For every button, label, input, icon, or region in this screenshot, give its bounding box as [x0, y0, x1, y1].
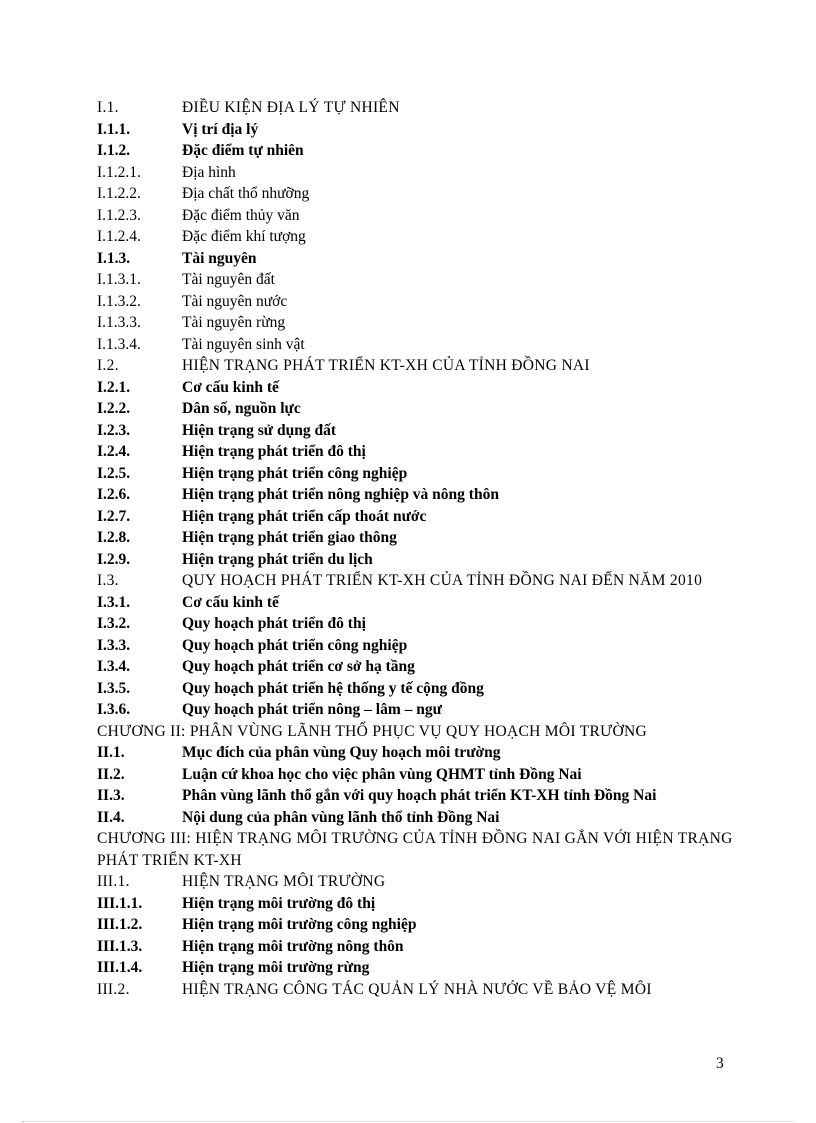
toc-entry-title: Quy hoạch phát triển hệ thống y tế cộng đồng [182, 679, 484, 697]
toc-entry [97, 678, 737, 700]
toc-entry-title: HIỆN TRẠNG PHÁT TRIỂN KT-XH CỦA TỈNH ĐỒNG NAI [182, 357, 590, 374]
toc-entry-title: HIỆN TRẠNG MÔI TRƯỜNG [182, 873, 386, 890]
toc-entry [97, 570, 737, 592]
toc-entry-number: I.1.3.4. [97, 335, 141, 353]
toc-entry-title: Hiện trạng phát triển du lịch [182, 550, 373, 568]
toc-entry-title: CHƯƠNG II: PHÂN VÙNG LÃNH THỔ PHỤC VỤ QUY HOẠCH MÔI TRƯỜNG [97, 722, 647, 740]
toc-entry-number: III.1.3. [97, 937, 143, 955]
toc-entry-title: Địa chất thổ nhưỡng [182, 185, 310, 202]
toc-entry-number: I.1.3. [97, 249, 131, 267]
toc-entry-number: I.2. [97, 357, 119, 374]
toc-entry-number: I.3.3. [97, 636, 131, 654]
toc-entry-title: Nội dung của phân vùng lãnh thổ tỉnh Đồng Nai [182, 808, 500, 826]
toc-entry [97, 398, 737, 420]
toc-entry-number: III.1.4. [97, 959, 143, 976]
toc-entry [97, 656, 737, 678]
toc-entry-number: I.2.9. [97, 550, 131, 568]
toc-entry [97, 742, 737, 764]
toc-entry [97, 828, 737, 871]
toc-entry-number: III.1.2. [97, 916, 143, 933]
toc-entry [97, 183, 737, 205]
toc-entry [97, 871, 737, 893]
toc-entry-number: I.1.2.3. [97, 206, 141, 224]
toc-entry-title: Dân số, nguồn lực [182, 400, 301, 417]
toc-entry-number: II.2. [97, 765, 125, 783]
toc-entry [97, 506, 737, 528]
toc-entry-title: Tài nguyên sinh vật [182, 335, 305, 353]
page-bottom-rule [22, 1121, 794, 1122]
toc-entry-number: I.3.2. [97, 615, 131, 632]
toc-entry [97, 592, 737, 614]
toc-entry-title: Vị trí địa lý [182, 120, 259, 138]
table-of-contents [97, 97, 737, 1000]
toc-entry [97, 936, 737, 958]
toc-entry-title: Hiện trạng phát triển công nghiệp [182, 464, 408, 482]
toc-entry [97, 205, 737, 227]
toc-entry-number: I.1.2.1. [97, 163, 141, 181]
toc-entry-title: Mục đích của phân vùng Quy hoạch môi trường [182, 744, 501, 761]
toc-entry-number: II.3. [97, 787, 125, 804]
toc-entry [97, 248, 737, 270]
toc-entry-number: I.1.1. [97, 120, 131, 138]
toc-entry-number: I.3.1. [97, 593, 131, 611]
toc-entry [97, 893, 737, 915]
toc-entry-title: Quy hoạch phát triển cơ sở hạ tầng [182, 658, 415, 675]
toc-entry [97, 291, 737, 313]
toc-entry-number: I.2.7. [97, 507, 131, 525]
toc-entry-number: I.3.5. [97, 679, 131, 697]
toc-entry-title: Đặc điểm khí tượng [182, 228, 306, 245]
toc-entry-title: HIỆN TRẠNG CÔNG TÁC QUẢN LÝ NHÀ NƯỚC VỀ BẢO VỆ MÔI [182, 980, 652, 998]
toc-entry-title: Cơ cấu kinh tế [182, 593, 279, 611]
toc-entry-title: QUY HOẠCH PHÁT TRIỂN KT-XH CỦA TỈNH ĐỒNG NAI ĐẾN NĂM 2010 [182, 572, 703, 589]
toc-entry [97, 377, 737, 399]
toc-entry-number: III.2. [97, 980, 130, 998]
toc-entry-number: I.3.4. [97, 658, 131, 675]
toc-entry-title: Hiện trạng môi trường đô thị [182, 894, 376, 912]
toc-entry-number: I.2.3. [97, 421, 131, 439]
toc-entry-number: I.2.2. [97, 400, 131, 417]
toc-entry [97, 979, 737, 1001]
toc-entry-number: I.2.4. [97, 443, 131, 460]
toc-entry [97, 312, 737, 334]
toc-entry-title: Đặc điểm thủy văn [182, 206, 300, 224]
toc-entry-number: II.4. [97, 808, 125, 826]
toc-entry-number: I.1.2.4. [97, 228, 141, 245]
toc-entry-number: I.3. [97, 572, 119, 589]
toc-entry [97, 420, 737, 442]
toc-entry-number: I.1.2.2. [97, 185, 141, 202]
toc-entry [97, 355, 737, 377]
toc-entry-number: III.1. [97, 873, 130, 890]
toc-entry-title: Quy hoạch phát triển nông – lâm – ngư [182, 701, 442, 718]
toc-entry-title: Đặc điểm tự nhiên [182, 142, 304, 159]
page-number: 3 [716, 1055, 724, 1072]
toc-entry [97, 334, 737, 356]
toc-entry-title: Hiện trạng môi trường rừng [182, 959, 370, 976]
toc-entry-number: I.2.6. [97, 486, 131, 503]
toc-entry [97, 549, 737, 571]
toc-entry [97, 527, 737, 549]
toc-entry [97, 484, 737, 506]
toc-entry-title: Tài nguyên đất [182, 271, 275, 288]
toc-entry-title: Hiện trạng phát triển cấp thoát nước [182, 507, 427, 525]
toc-entry-number: I.1. [97, 99, 119, 116]
toc-entry-title: CHƯƠNG III: HIỆN TRẠNG MÔI TRƯỜNG CỦA TỈNH ĐỒNG NAI GẮN VỚI HIỆN TRẠNG PHÁT TRIỂN KT-XH [97, 830, 733, 869]
toc-entry [97, 140, 737, 162]
toc-entry [97, 269, 737, 291]
toc-entry-title: Hiện trạng môi trường nông thôn [182, 937, 404, 955]
toc-entry-number: I.1.3.3. [97, 314, 141, 331]
toc-entry-number: I.1.2. [97, 142, 131, 159]
toc-entry-title: Tài nguyên nước [182, 292, 288, 310]
toc-entry-title: Quy hoạch phát triển đô thị [182, 615, 366, 632]
toc-entry-title: Cơ cấu kinh tế [182, 378, 279, 396]
toc-entry [97, 764, 737, 786]
toc-entry-number: I.2.8. [97, 529, 131, 546]
toc-entry-title: Hiện trạng phát triển nông nghiệp và nông thôn [182, 486, 499, 503]
toc-entry [97, 613, 737, 635]
toc-entry-title: Tài nguyên rừng [182, 314, 286, 331]
toc-entry [97, 807, 737, 829]
toc-entry-title: Hiện trạng sử dụng đất [182, 421, 337, 439]
toc-entry [97, 226, 737, 248]
toc-entry [97, 441, 737, 463]
toc-entry-number: I.3.6. [97, 701, 131, 718]
toc-entry-title: Hiện trạng phát triển đô thị [182, 443, 366, 460]
toc-entry-title: Hiện trạng phát triển giao thông [182, 529, 397, 546]
toc-entry [97, 119, 737, 141]
toc-entry-title: Tài nguyên [182, 249, 257, 267]
toc-entry-number: I.1.3.1. [97, 271, 141, 288]
toc-entry [97, 914, 737, 936]
toc-entry [97, 785, 737, 807]
toc-entry-number: II.1. [97, 744, 125, 761]
toc-entry-title: Luận cứ khoa học cho việc phân vùng QHMT tỉnh Đồng Nai [182, 765, 582, 783]
toc-entry-number: I.2.1. [97, 378, 131, 396]
toc-entry-title: ĐIỀU KIỆN ĐỊA LÝ TỰ NHIÊN [182, 99, 400, 116]
toc-entry [97, 97, 737, 119]
toc-entry [97, 721, 737, 743]
toc-entry-title: Phân vùng lãnh thổ gắn với quy hoạch phát triển KT-XH tỉnh Đồng Nai [182, 787, 657, 804]
toc-entry-title: Hiện trạng môi trường công nghiệp [182, 916, 417, 933]
toc-entry-number: III.1.1. [97, 894, 143, 912]
toc-entry-title: Địa hình [182, 163, 236, 181]
toc-entry [97, 635, 737, 657]
toc-entry [97, 463, 737, 485]
toc-entry-number: I.1.3.2. [97, 292, 141, 310]
toc-entry-title: Quy hoạch phát triển công nghiệp [182, 636, 408, 654]
toc-entry [97, 162, 737, 184]
toc-entry-number: I.2.5. [97, 464, 131, 482]
toc-entry [97, 699, 737, 721]
toc-entry [97, 957, 737, 979]
